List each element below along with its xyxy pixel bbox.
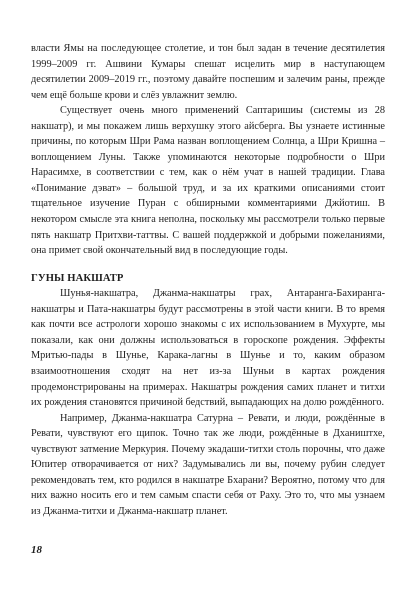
paragraph-janma-nakshatra-example: Например, Джанма-накшатра Сатурна – Ревати, и люди, рождённые в Ревати, чувствуют его щипок. Точно так же люди, рождённые в Дхаништхе, чувствуют затмение Меркурия. Почему экадаши-титхи столь порочны, что даже Юпитер отворачивается от них? Задумывались ли вы, почему рубин следует рекомендовать тем, кто родился в накшатре Бхарани? Вероятно, потому что для них важно носить его и тем самым спасти себя от Раху. Это то, что мы узнаем из Джанма-титхи и Джанма-накшатр планет. [31,412,385,517]
paragraph-intro-continuation: власти Ямы на последующее столетие, и тон был задан в течение десятилетия 1999–2009 гг. Ашвини Кумары спешат исцелить мир в наступающем десятилетии 2009–2019 гг., поэтому давайте поспешим и залечим раны, прежде чем ещё больше крови и слёз увлажнит землю. [31,43,385,101]
section-heading: ГУНЫ НАКШАТР [31,272,124,284]
page-number: 18 [31,544,42,556]
paragraph-saptarishi: Существует очень много применений Саптаришиы (системы из 28 накшатр), и мы покажем лишь верхушку этого айсберга. Вы узнаете истинные причины, по которым Шри Рама назван воплощением Солнца, а Шри Кришна – воплощением Луны. Также упоминаются некоторые подробности о Шри Нарасимхе, в соответствии с тем, как о нём учат в нашей традиции. Глава «Понимание дэват» – большой труд, и за их краткими описаниями стоит тщательное изучение Пуран с обширными комментариями Джйотиш. В некотором смысле эта книга неполна, поскольку мы рассмотрели только первые пять накшатр Притхви-таттвы. С вашей поддержкой и добрыми пожеланиями, она примет свой окончательный вид в последующие годы. [31,105,385,257]
paragraph-shunya-nakshatra: Шунья-накшатра, Джанма-накшатры грах, Антаранга-Бахиранга-накшатры и Пата-накшатры будут рассмотрены в этой части книги. В то время как почти все астрологи хорошо знакомы с их использованием в Мухурте, мы показали, как они должны использоваться в гороскопе рождения. Эффекты Мритью-пады в Шунье, Карака-лагны в Шунье и то, каким образом взаимоотношения сходят на нет из-за Шуньи в картах рождения продемонстрированы на примерах. Накшатры рождения самих планет и титхи их рождения становятся причиной бедствий, выпадающих на долю рождённого. [31,288,385,409]
